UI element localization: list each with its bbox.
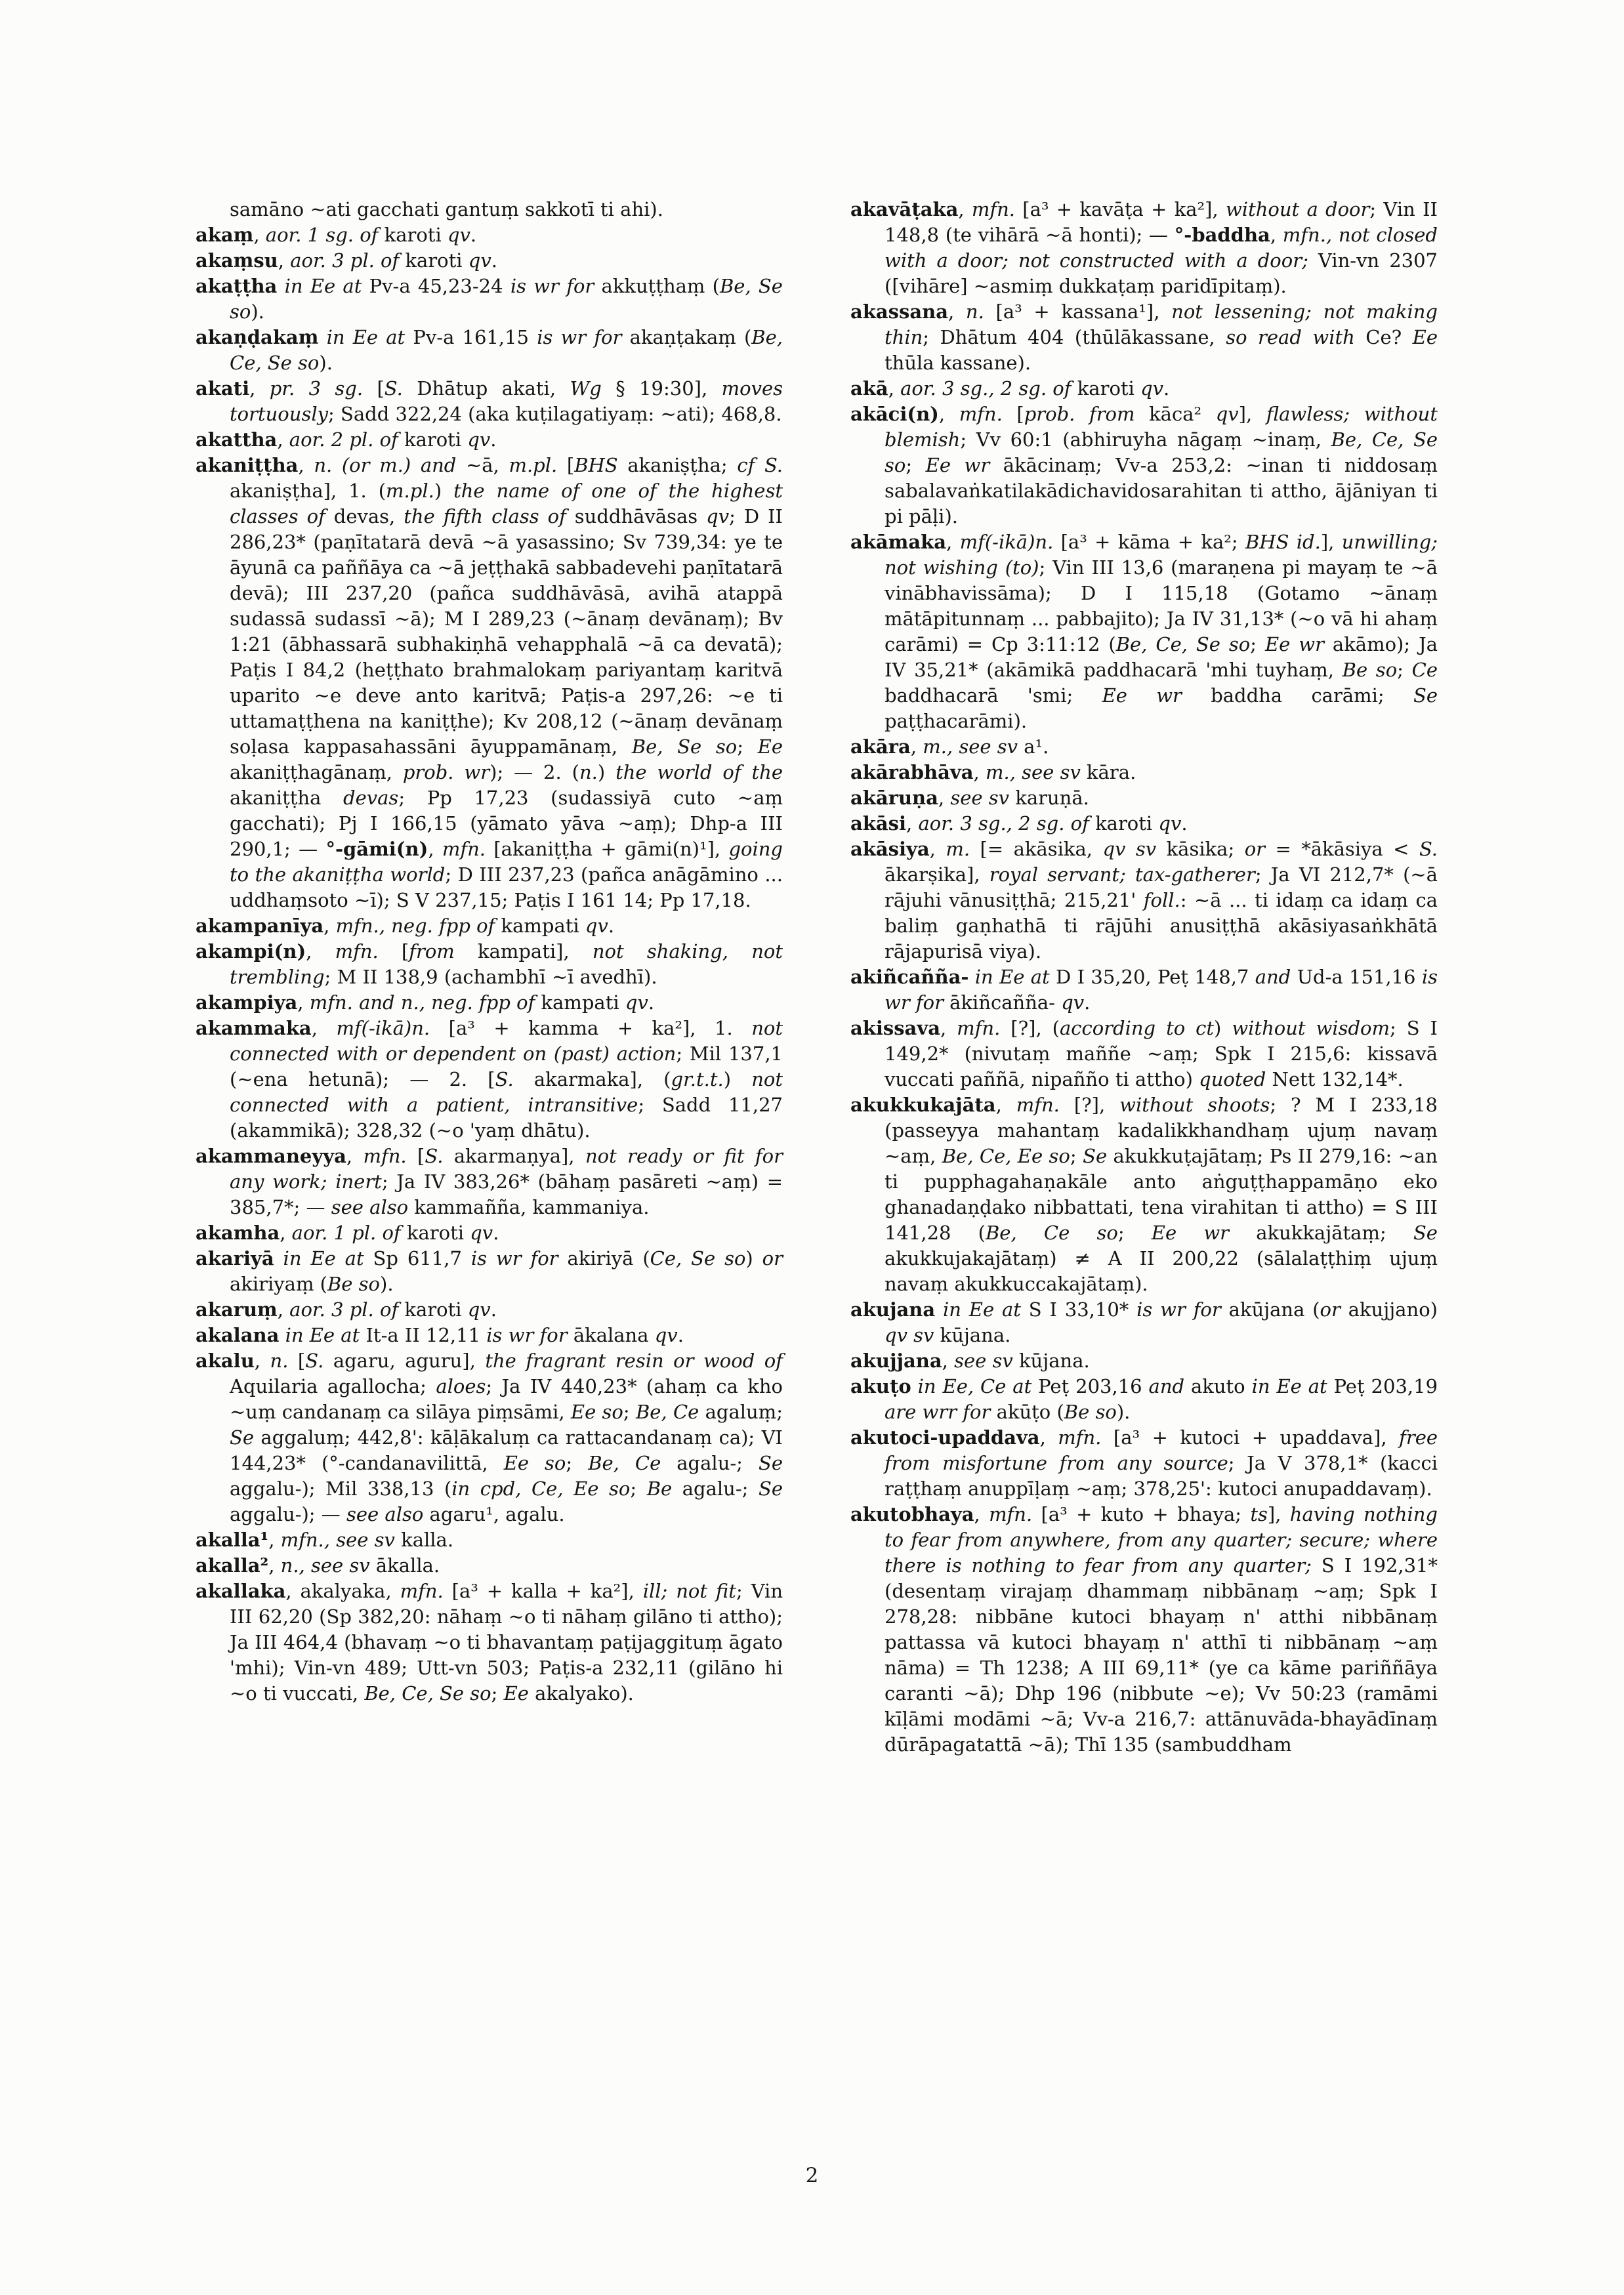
dictionary-entry: akāci(n), mfn. [prob. from kāca² qv], flawless; without blemish; Vv 60:1 (abhiruyha nāgaṃ ~inaṃ, Be, Ce, Se so; Ee wr ākācinaṃ; Vv-a 253,2: ~inan ti niddosaṃ sabalavaṅkatilakādichavidosarahitan ti attho, ājāniyan ti pi pāḷi). (850, 403, 1438, 527)
dictionary-entry: akutobhaya, mfn. [a³ + kuto + bhaya; ts], having nothing to fear from anywhere, from any quarter; secure; where there is nothing to fear from any quarter; S I 192,31* (desentaṃ virajaṃ dhammaṃ nibbānaṃ ~aṃ; Spk I 278,28: nibbāne kutoci bhayaṃ n' atthi nibbānaṃ pattassa vā kutoci bhayaṃ n' atthī ti nibbānaṃ ~aṃ nāma) = Th 1238; A III 69,11* (ye ca kāme pariññāya caranti ~ā); Dhp 196 (nibbute ~e); Vv 50:23 (ramāmi kīḷāmi modāmi ~ā; Vv-a 216,7: attānuvāda-bhayādīnaṃ dūrāpagatattā ~ā); Thī 135 (sambuddham (850, 1503, 1438, 1756)
dictionary-entry: akāruṇa, see sv karuṇā. (850, 787, 1089, 809)
text-block (196, 197, 1438, 1758)
dictionary-entry: akutoci-upaddava, mfn. [a³ + kutoci + upaddava], free from misfortune from any source; Ja V 378,1* (kacci raṭṭhaṃ anuppīḷaṃ ~aṃ; 378,25': kutoci anupaddavaṃ). (850, 1426, 1438, 1500)
dictionary-entry: akuṭo in Ee, Ce at Peṭ 203,16 and akuto in Ee at Peṭ 203,19 are wrr for akūṭo (Be so). (850, 1375, 1438, 1423)
dictionary-entry: akalana in Ee at It-a II 12,11 is wr for ākalana qv. (196, 1324, 684, 1346)
dictionary-entry: akallaka, akalyaka, mfn. [a³ + kalla + ka²], ill; not fit; Vin III 62,20 (Sp 382,20: nāhaṃ ~o ti nāhaṃ gilāno ti attho); Ja III 464,4 (bhavaṃ ~o ti bhavantaṃ paṭijaggituṃ āgato 'mhi); Vin-vn 489; Utt-vn 503; Paṭis-a 232,11 (gilāno hi ~o ti vuccati, Be, Ce, Se so; Ee akalyako). (196, 1580, 783, 1705)
left-column (196, 197, 783, 1758)
dictionary-entry: akalu, n. [S. agaru, aguru], the fragrant resin or wood of Aquilaria agallocha; aloes; Ja IV 440,23* (ahaṃ ca kho ~uṃ candanaṃ ca silāya piṃsāmi, Ee so; Be, Ce agaluṃ; Se aggaluṃ; 442,8': kāḷākaluṃ ca rattacandanaṃ ca); VI 144,23* (°-candanavilittā, Ee so; Be, Ce agalu-; Se aggalu-); Mil 338,13 (in cpd, Ce, Ee so; Be agalu-; Se aggalu-); — see also agaru¹, agalu. (196, 1350, 783, 1525)
dictionary-entry: akujjana, see sv kūjana. (850, 1350, 1090, 1372)
dictionary-entry: akāmaka, mf(-ikā)n. [a³ + kāma + ka²; BHS id.], unwilling; not wishing (to); Vin III 13,6 (maraṇena pi mayaṃ te ~ā vinābhavissāma); D I 115,18 (Gotamo ~ānaṃ mātāpitunnaṃ ... pabbajito); Ja IV 31,13* (~o vā hi ahaṃ carāmi) = Cp 3:11:12 (Be, Ce, Se so; Ee wr akāmo); Ja IV 35,21* (akāmikā paddhacarā 'mhi tuyhaṃ, Be so; Ce baddhacarā 'smi; Ee wr baddha carāmi; Se paṭṭhacarāmi). (850, 531, 1438, 732)
dictionary-entry: akariyā in Ee at Sp 611,7 is wr for akiriyā (Ce, Se so) or akiriyaṃ (Be so). (196, 1247, 783, 1295)
dictionary-entry: akāsiya, m. [= akāsika, qv sv kāsika; or = *ākāsiya < S. ākarṣika], royal servant; tax-gatherer; Ja VI 212,7* (~ā rājuhi vānusiṭṭhā; 215,21' foll.: ~ā ... ti idaṃ ca idaṃ ca baliṃ gaṇhathā ti rājūhi anusiṭṭhā akāsiyasaṅkhātā rājapurisā viya). (850, 838, 1438, 962)
dictionary-entry: akaṃsu, aor. 3 pl. of karoti qv. (196, 249, 497, 272)
right-column (850, 197, 1438, 1758)
dictionary-entry: akaṭṭha in Ee at Pv-a 45,23-24 is wr for akkuṭṭhaṃ (Be, Se so). (196, 275, 783, 323)
dictionary-entry: akampiya, mfn. and n., neg. fpp of kampati qv. (196, 991, 655, 1014)
dictionary-entry: akampi(n), mfn. [from kampati], not shaking, not trembling; M II 138,9 (achambhī ~ī avedhī). (196, 940, 783, 988)
dictionary-entry: akāsi, aor. 3 sg., 2 sg. of karoti qv. (850, 812, 1188, 835)
dictionary-entry: akammaka, mf(-ikā)n. [a³ + kamma + ka²], 1. not connected with or dependent on (past) action; Mil 137,1 (~ena hetunā); — 2. [S. akarmaka], (gr.t.t.) not connected with a patient, intransitive; Sadd 11,27 (akammikā); 328,32 (~o 'yaṃ dhātu). (196, 1017, 783, 1142)
dictionary-entry: akārabhāva, m., see sv kāra. (850, 761, 1136, 783)
dictionary-entry: akā, aor. 3 sg., 2 sg. of karoti qv. (850, 377, 1170, 400)
dictionary-entry: akaniṭṭha, n. (or m.) and ~ā, m.pl. [BHS akaniṣṭha; cf S. akaniṣṭha], 1. (m.pl.) the name of one of the highest classes of devas, the fifth class of suddhāvāsas qv; D II 286,23* (paṇītatarā devā ~ā yasassino; Sv 739,34: ye te āyunā ca paññāya ca ~ā jeṭṭhakā sabbadevehi paṇītatarā devā); III 237,20 (pañca suddhāvāsā, avihā atappā sudassā sudassī ~ā); M I 289,23 (~ānaṃ devānaṃ); Bv 1:21 (ābhassarā subhakiṇhā vehapphalā ~ā ca devatā); Paṭis I 84,2 (heṭṭhato brahmalokaṃ pariyantaṃ karitvā uparito ~e deve anto karitvā; Paṭis-a 297,26: ~e ti uttamaṭṭhena na kaniṭṭhe); Kv 208,12 (~ānaṃ devānaṃ soḷasa kappasahassāni āyuppamānaṃ, Be, Se so; Ee akaniṭṭhagānaṃ, prob. wr); — 2. (n.) the world of the akaniṭṭha devas; Pp 17,23 (sudassiyā cuto ~aṃ gacchati); Pj I 166,15 (yāmato yāva ~aṃ); Dhp-a III 290,1; — °-gāmi(n), mfn. [akaniṭṭha + gāmi(n)¹], going to the akaniṭṭha world; D III 237,23 (pañca anāgāmino ... uddhaṃsoto ~ī); S V 237,15; Paṭis I 161 14; Pp 17,18. (196, 454, 783, 911)
dictionary-entry: akassana, n. [a³ + kassana¹], not lessening; not making thin; Dhātum 404 (thūlākassane, so read with Ce? Ee thūla kassane). (850, 300, 1438, 374)
dictionary-entry: akukkukajāta, mfn. [?], without shoots; ? M I 233,18 (passeyya mahantaṃ kadalikkhandhaṃ ujuṃ navaṃ ~aṃ, Be, Ce, Ee so; Se akukkuṭajātaṃ; Ps II 279,16: ~an ti pupphagahaṇakāle anto aṅguṭṭhappamāṇo eko ghanadaṇḍako nibbattati, tena virahitan ti attho) = S III 141,28 (Be, Ce so; Ee wr akukkajātaṃ; Se akukkujakajātaṃ) ≠ A II 200,22 (sālalaṭṭhiṃ ujuṃ navaṃ akukkuccakajātaṃ). (850, 1094, 1438, 1295)
dictionary-entry: akaṃ, aor. 1 sg. of karoti qv. (196, 224, 477, 246)
page-number: 2 (805, 2164, 819, 2187)
dictionary-entry: akati, pr. 3 sg. [S. Dhātup akati, Wg § 19:30], moves tortuously; Sadd 322,24 (aka kuṭilagatiyaṃ: ~ati); 468,8. (196, 377, 783, 425)
dictionary-entry: akamha, aor. 1 pl. of karoti qv. (196, 1222, 499, 1244)
dictionary-entry: akujana in Ee at S I 33,10* is wr for akūjana (or akujjano) qv sv kūjana. (850, 1298, 1438, 1346)
dictionary-entry: akiñcañña- in Ee at D I 35,20, Peṭ 148,7 and Ud-a 151,16 is wr for ākiñcañña- qv. (850, 966, 1438, 1014)
continuation-paragraph: samāno ~ati gacchati gantuṃ sakkotī ti ahi). (230, 198, 663, 220)
dictionary-entry: akalla², n., see sv ākalla. (196, 1554, 440, 1577)
dictionary-entry: akāra, m., see sv a¹. (850, 735, 1049, 758)
dictionary-entry: akammaneyya, mfn. [S. akarmaṇya], not ready or fit for any work; inert; Ja IV 383,26* (bāhaṃ pasāreti ~aṃ) = 385,7*; — see also kammañña, kammaniya. (196, 1145, 783, 1218)
dictionary-entry: akissava, mfn. [?], (according to ct) without wisdom; S I 149,2* (nivutaṃ maññe ~aṃ; Spk I 215,6: kissavā vuccati paññā, nipañño ti attho) quoted Nett 132,14*. (850, 1017, 1438, 1090)
dictionary-entry: akattha, aor. 2 pl. of karoti qv. (196, 428, 497, 451)
dictionary-entry: akavāṭaka, mfn. [a³ + kavāṭa + ka²], without a door; Vin II 148,8 (te vihārā ~ā honti); — °-baddha, mfn., not closed with a door; not constructed with a door; Vin-vn 2307 ([vihāre] ~asmiṃ dukkaṭaṃ paridīpitaṃ). (850, 198, 1438, 297)
dictionary-entry: akaṇḍakaṃ in Ee at Pv-a 161,15 is wr for akaṇṭakaṃ (Be, Ce, Se so). (196, 326, 783, 374)
dictionary-entry: akampanīya, mfn., neg. fpp of kampati qv. (196, 915, 615, 937)
dictionary-entry: akalla¹, mfn., see sv kalla. (196, 1529, 454, 1551)
dictionary-entry: akaruṃ, aor. 3 pl. of karoti qv. (196, 1298, 497, 1321)
